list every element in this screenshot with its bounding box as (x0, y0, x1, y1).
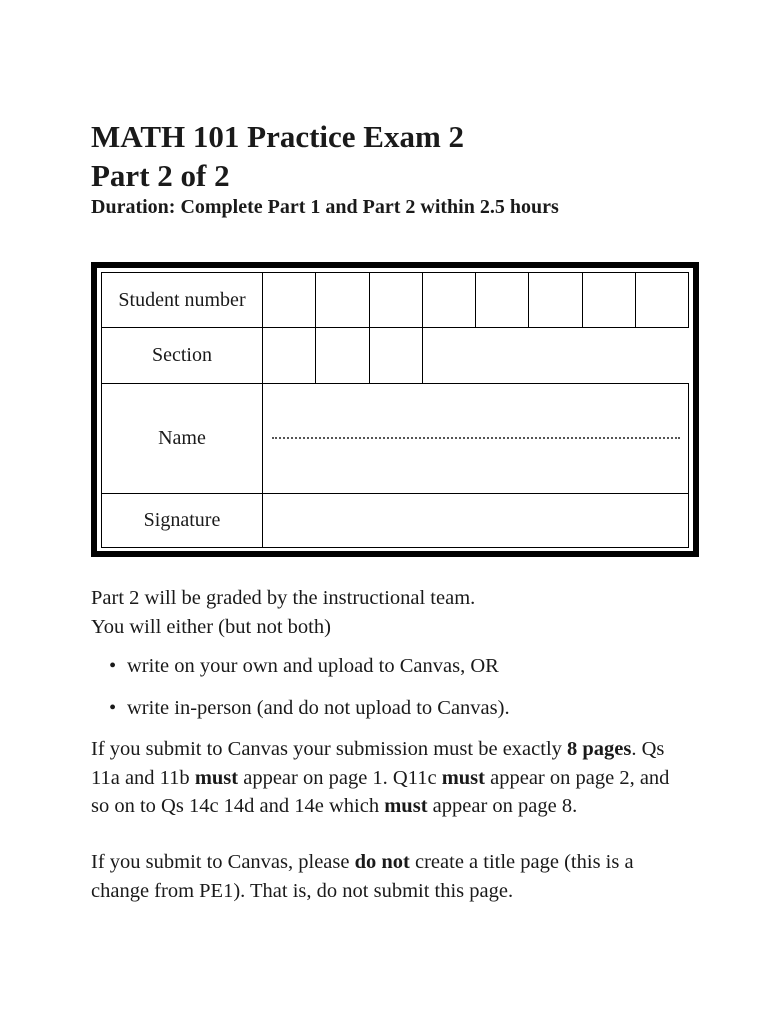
signature-label: Signature (143, 509, 221, 531)
rules-emphasis: must (384, 795, 428, 817)
rules-text: appear on page 2, and so on to Qs 14c 14d and 14e which (91, 766, 670, 817)
section-digit-box[interactable] (262, 327, 316, 384)
student-number-digit-box[interactable] (582, 272, 636, 328)
student-number-digit-box[interactable] (262, 272, 316, 328)
intro-line-2: You will either (but not both) (91, 615, 331, 638)
student-number-digit-box[interactable] (528, 272, 583, 328)
rules-text: If you submit to Canvas your submission must be exactly (91, 738, 568, 760)
exam-duration: Duration: Complete Part 1 and Part 2 within 2.5 hours (91, 196, 559, 218)
exam-part: Part 2 of 2 (91, 158, 230, 193)
option-item (109, 694, 510, 722)
intro-line-1: Part 2 will be graded by the instructional team. (91, 587, 476, 609)
exam-title: MATH 101 Practice Exam 2 (91, 119, 465, 154)
rules-text: appear on page 1. Q11c (238, 766, 442, 789)
intro-text (91, 584, 701, 641)
student-number-digit-box[interactable] (475, 272, 529, 328)
student-number-digit-box[interactable] (422, 272, 476, 328)
rules-emphasis: must (441, 766, 485, 789)
submission-rules-paragraph (91, 735, 691, 821)
section-digit-box[interactable] (369, 327, 423, 384)
option-item (109, 652, 499, 680)
name-label: Name (158, 427, 206, 449)
title-page-text: create a title page (this is a change from PE1). That is, do not submit this page. (91, 851, 634, 902)
name-dotted-line (272, 427, 680, 439)
student-number-digit-box[interactable] (369, 272, 423, 328)
option-text: write on your own and upload to Canvas, OR (127, 655, 499, 677)
rules-emphasis: must (194, 766, 239, 789)
student-number-label: Student number (118, 288, 246, 311)
signature-field[interactable] (262, 493, 689, 548)
rules-text: . Qs 11a and 11b (91, 738, 665, 789)
title-page-paragraph (91, 848, 691, 905)
student-number-digit-box[interactable] (635, 272, 689, 328)
title-page-emphasis: do not (354, 851, 410, 873)
section-label: Section (152, 344, 212, 366)
title-page-text: If you submit to Canvas, please (91, 851, 355, 873)
student-number-digit-box[interactable] (315, 272, 370, 328)
rules-emphasis: 8 pages (567, 738, 632, 760)
bullet-icon: • (109, 655, 117, 677)
bullet-icon: • (109, 697, 117, 719)
section-digit-box[interactable] (315, 327, 370, 384)
option-text: write in-person (and do not upload to Canvas). (127, 697, 510, 719)
rules-text: appear on page 8. (427, 795, 578, 817)
